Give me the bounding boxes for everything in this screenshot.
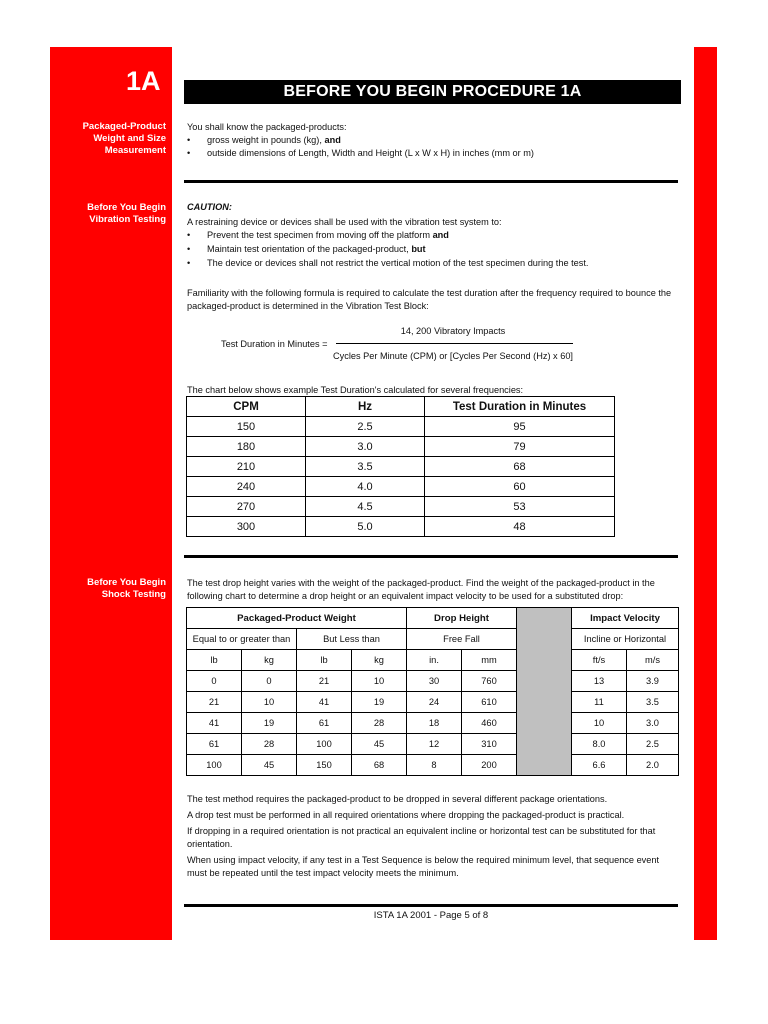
- cell: 12: [407, 734, 462, 755]
- cell: 68: [425, 457, 615, 477]
- formula-lhs: Test Duration in Minutes =: [221, 339, 328, 349]
- cell: 79: [425, 437, 615, 457]
- cell: 310: [462, 734, 517, 755]
- table-row: [187, 692, 679, 713]
- cell: 610: [462, 692, 517, 713]
- cell: 61: [187, 734, 242, 755]
- cell: 24: [407, 692, 462, 713]
- cell: 0: [187, 671, 242, 692]
- subheader-less-than: But Less than: [297, 629, 407, 650]
- cell: 68: [352, 755, 407, 776]
- cell: 48: [425, 517, 615, 537]
- group-header-row: [187, 608, 679, 629]
- header-weight: Packaged-Product Weight: [187, 608, 407, 629]
- table-row: [187, 437, 615, 457]
- weight-intro: You shall know the packaged-products:: [187, 122, 347, 132]
- cell: 45: [352, 734, 407, 755]
- cell: 95: [425, 417, 615, 437]
- cell: 19: [242, 713, 297, 734]
- unit-cell: in.: [407, 650, 462, 671]
- table-row: [187, 755, 679, 776]
- unit-cell: mm: [462, 650, 517, 671]
- cell: 30: [407, 671, 462, 692]
- cell: 300: [187, 517, 306, 537]
- cell: 10: [242, 692, 297, 713]
- cell: 3.9: [627, 671, 679, 692]
- cell: 5.0: [306, 517, 425, 537]
- shock-note-3a: If dropping in a required orientation is not practical an equivalent incline or horizontal test can be substituted for that: [187, 826, 656, 836]
- header-hz: Hz: [306, 397, 425, 417]
- divider: [184, 555, 678, 558]
- table-row: [187, 517, 615, 537]
- caution-bullet-2: • Maintain test orientation of the packaged-product, but: [187, 244, 426, 254]
- caution-bullet-1: • Prevent the test specimen from moving off the platform and: [187, 230, 449, 240]
- side-label-vibration: Before You Begin Vibration Testing: [87, 202, 166, 225]
- cell: 3.0: [306, 437, 425, 457]
- table-row: [187, 734, 679, 755]
- section-number: 1A: [126, 66, 161, 96]
- cell: 21: [297, 671, 352, 692]
- formula-fraction-line: [336, 343, 573, 344]
- drop-height-table: [186, 607, 679, 776]
- duration-table: [186, 396, 615, 537]
- weight-bullet-1: • gross weight in pounds (kg), and: [187, 135, 341, 145]
- cell: 4.0: [306, 477, 425, 497]
- cell: 41: [297, 692, 352, 713]
- shock-intro-1: The test drop height varies with the weight of the packaged-product. Find the weight of the packaged-product in the: [187, 578, 655, 588]
- cell: 28: [352, 713, 407, 734]
- sub-header-row: [187, 629, 679, 650]
- cell: 4.5: [306, 497, 425, 517]
- side-label-shock: Before You Begin Shock Testing: [87, 577, 166, 600]
- subheader-free-fall: Free Fall: [407, 629, 517, 650]
- formula-intro-1: Familiarity with the following formula is required to calculate the test duration after the frequency required to bounce the: [187, 288, 672, 298]
- cell: 60: [425, 477, 615, 497]
- header-cpm: CPM: [187, 397, 306, 417]
- caution-heading: CAUTION:: [187, 202, 232, 212]
- cell: 180: [187, 437, 306, 457]
- table-row: [187, 497, 615, 517]
- unit-cell: kg: [242, 650, 297, 671]
- units-row: [187, 650, 679, 671]
- unit-cell: lb: [297, 650, 352, 671]
- subheader-equal-or-greater: Equal to or greater than: [187, 629, 297, 650]
- cell: 150: [187, 417, 306, 437]
- cell: 6.6: [572, 755, 627, 776]
- header-impact-velocity: Impact Velocity: [572, 608, 679, 629]
- footer-divider: [184, 904, 678, 907]
- formula-denominator: Cycles Per Minute (CPM) or [Cycles Per Second (Hz) x 60]: [333, 351, 573, 361]
- cell: 2.5: [306, 417, 425, 437]
- unit-cell: kg: [352, 650, 407, 671]
- left-red-band: [50, 47, 172, 940]
- divider: [184, 180, 678, 183]
- header-drop-height: Drop Height: [407, 608, 517, 629]
- cell: 100: [187, 755, 242, 776]
- cell: 2.0: [627, 755, 679, 776]
- shock-intro-2: following chart to determine a drop height or an equivalent impact velocity to be used for a substituted drop:: [187, 591, 624, 601]
- cell: 3.5: [627, 692, 679, 713]
- cell: 45: [242, 755, 297, 776]
- cell: 200: [462, 755, 517, 776]
- cell: 41: [187, 713, 242, 734]
- right-red-band: [694, 47, 717, 940]
- cell: 10: [352, 671, 407, 692]
- gap-column: [517, 608, 572, 776]
- side-label-weight: Packaged-Product Weight and Size Measurement: [82, 121, 166, 156]
- shock-note-4a: When using impact velocity, if any test in a Test Sequence is below the required minimum level, that sequence event: [187, 855, 660, 865]
- cell: 3.0: [627, 713, 679, 734]
- subheader-incline-horizontal: Incline or Horizontal: [572, 629, 679, 650]
- cell: 150: [297, 755, 352, 776]
- cell: 13: [572, 671, 627, 692]
- caution-intro: A restraining device or devices shall be used with the vibration test system to:: [187, 217, 502, 227]
- page-title: BEFORE YOU BEGIN PROCEDURE 1A: [184, 80, 681, 104]
- formula-numerator: 14, 200 Vibratory Impacts: [400, 326, 506, 336]
- unit-cell: ft/s: [572, 650, 627, 671]
- cell: 21: [187, 692, 242, 713]
- shock-note-2: A drop test must be performed in all required orientations where dropping the packaged-product is practical.: [187, 810, 625, 820]
- page-footer: ISTA 1A 2001 - Page 5 of 8: [373, 910, 489, 921]
- cell: 11: [572, 692, 627, 713]
- weight-bullet-2: • outside dimensions of Length, Width and Height (L x W x H) in inches (mm or m): [187, 148, 534, 158]
- cell: 760: [462, 671, 517, 692]
- cell: 18: [407, 713, 462, 734]
- cell: 460: [462, 713, 517, 734]
- shock-note-4b: must be repeated until the test impact velocity meets the minimum.: [187, 868, 459, 878]
- table-row: [187, 713, 679, 734]
- cell: 100: [297, 734, 352, 755]
- header-duration: Test Duration in Minutes: [425, 397, 615, 417]
- cell: 28: [242, 734, 297, 755]
- table-row: [187, 457, 615, 477]
- cell: 8: [407, 755, 462, 776]
- duration-table-caption: The chart below shows example Test Duration's calculated for several frequencies:: [187, 385, 524, 395]
- cell: 210: [187, 457, 306, 477]
- table-row: [187, 671, 679, 692]
- cell: 19: [352, 692, 407, 713]
- shock-note-1: The test method requires the packaged-product to be dropped in several different package orientations.: [187, 794, 608, 804]
- cell: 2.5: [627, 734, 679, 755]
- unit-cell: lb: [187, 650, 242, 671]
- cell: 0: [242, 671, 297, 692]
- cell: 270: [187, 497, 306, 517]
- cell: 53: [425, 497, 615, 517]
- table-row: [187, 477, 615, 497]
- cell: 3.5: [306, 457, 425, 477]
- formula-intro-2: packaged-product is determined in the Vibration Test Block:: [187, 301, 429, 311]
- table-header-row: [187, 397, 615, 417]
- shock-note-3b: orientation.: [187, 839, 233, 849]
- cell: 10: [572, 713, 627, 734]
- table-row: [187, 417, 615, 437]
- caution-bullet-3: • The device or devices shall not restrict the vertical motion of the test specimen during the test.: [187, 258, 589, 268]
- unit-cell: m/s: [627, 650, 679, 671]
- cell: 61: [297, 713, 352, 734]
- cell: 8.0: [572, 734, 627, 755]
- cell: 240: [187, 477, 306, 497]
